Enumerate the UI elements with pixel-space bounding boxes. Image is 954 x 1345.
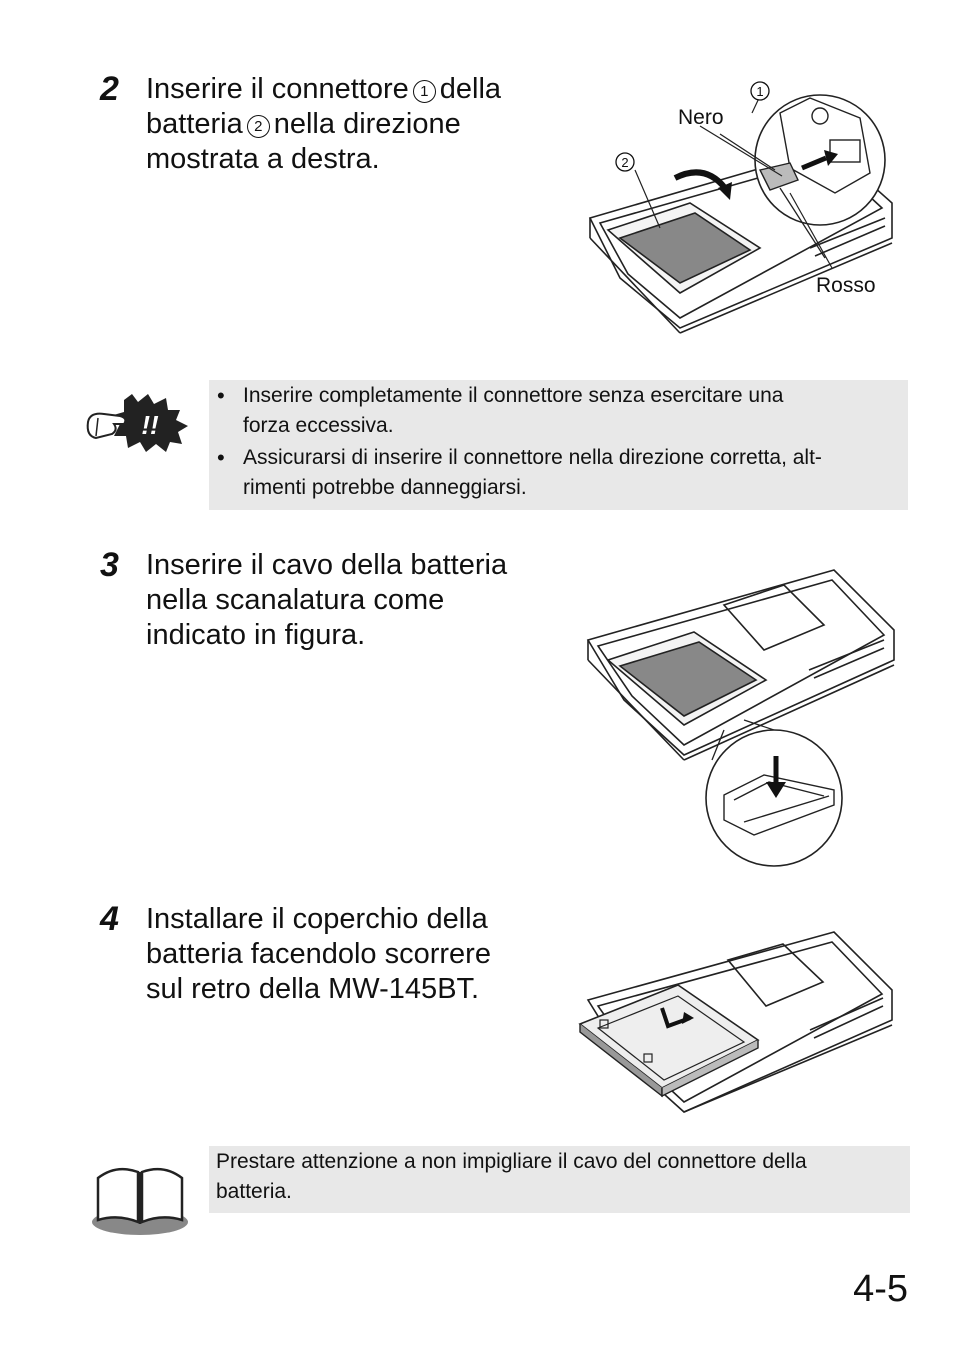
step-text-line: batteria [146,108,243,140]
step-number: 2 [100,70,119,108]
step-text-line: mostrata a destra. [146,143,380,175]
label-nero: Nero [678,106,724,129]
step-number: 4 [100,900,119,938]
open-book-icon [88,1156,192,1236]
page-number: 4-5 [853,1268,908,1310]
list-item [209,381,908,441]
step-text-line: indicato in figura. [146,619,366,651]
callout-marker: 1 [756,84,764,99]
battery-cover-illustration [578,930,896,1115]
warning-text-line: forza eccessiva. [243,414,394,437]
label-rosso: Rosso [816,274,876,297]
svg-text:!!: !! [141,410,159,440]
battery-connector-illustration [580,78,900,340]
step-text-line: Inserire il connettore [146,73,409,105]
step-text-line: sul retro della MW-145BT. [146,973,480,1005]
step-number: 3 [100,546,119,584]
list-item [209,443,908,503]
note-text-line: batteria. [216,1180,292,1203]
warning-text-line: rimenti potrebbe danneggiarsi. [243,476,527,499]
note-text-line: Prestare attenzione a non impigliare il cavo del connettore della [216,1150,807,1173]
warning-box [209,380,908,510]
callout-marker: 1 [413,80,436,103]
callout-marker: 2 [247,115,270,138]
pointing-hand-exclamation-icon [84,392,190,452]
step-text-line: batteria facendolo scorrere [146,938,491,970]
step-instruction [146,902,491,1007]
warning-text-line: • Inserire completamente il connettore senza esercitare una [243,384,784,407]
battery-cable-illustration [584,560,896,870]
callout-marker: 2 [621,155,629,170]
note-box [209,1146,910,1213]
step-text-line: nella scanalatura come [146,584,445,616]
step-text-line: della [439,73,502,105]
warning-text-line: • Assicurarsi di inserire il connettore nella direzione corretta, alt- [243,446,822,469]
step-text-line: Installare il coperchio della [146,903,488,935]
step-instruction [146,548,507,653]
step-instruction [146,72,501,177]
step-text-line: nella direzione [273,108,461,140]
step-text-line: Inserire il cavo della batteria [146,549,508,581]
